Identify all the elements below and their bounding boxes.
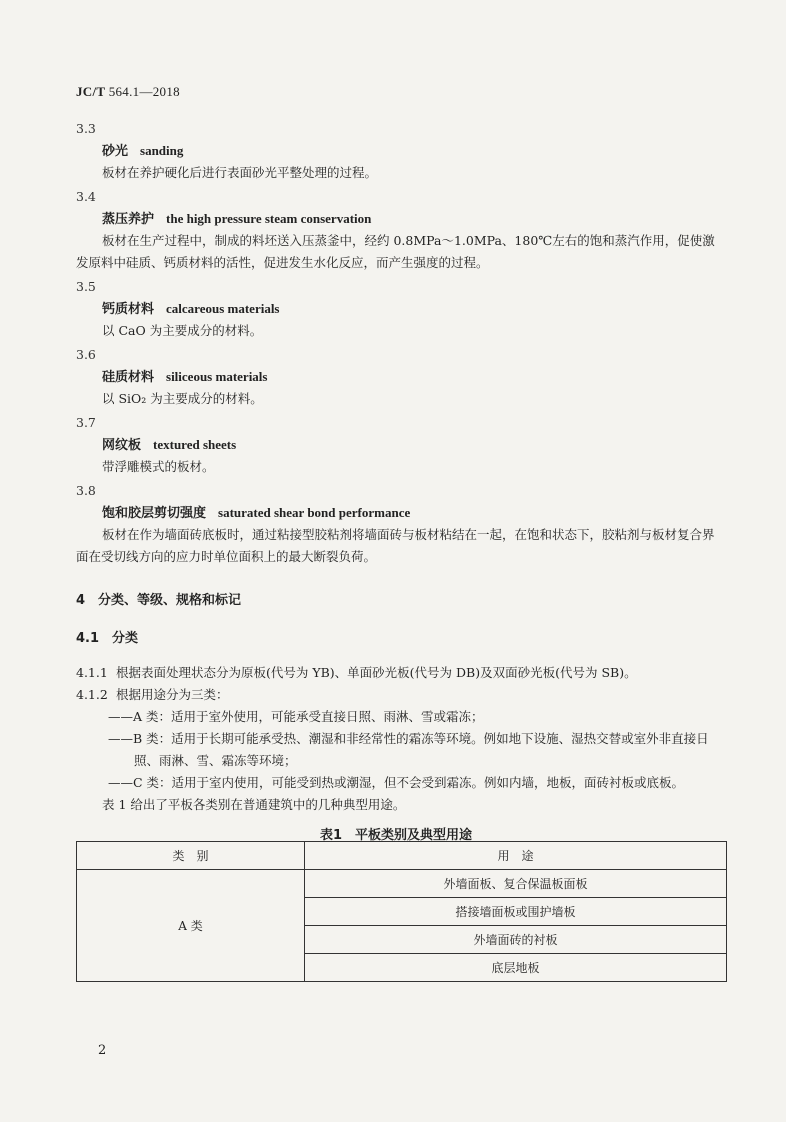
clause-number: 4.1.1 — [76, 665, 108, 680]
page-number: 2 — [98, 1043, 107, 1058]
term-definition: 板材在生产过程中，制成的料坯送入压蒸釜中，经约 0.8MPa～1.0MPa、180℃左右的饱和蒸汽作用，促使激发原料中硅质、钙质材料的活性，促进发生水化反应，而产生强度的过程。 — [76, 233, 715, 270]
term-title — [76, 298, 716, 320]
section-4-heading: 4 分类、等级、规格和标记 — [76, 593, 242, 608]
term-en: textured sheets — [153, 437, 237, 452]
clause-number: 3.3 — [76, 121, 96, 136]
term-3-7 — [76, 412, 716, 478]
header-use: 用 途 — [305, 842, 727, 870]
standard-code-header — [76, 84, 180, 100]
term-3-4 — [76, 186, 716, 274]
clause-number: 3.6 — [76, 347, 96, 362]
term-zh: 硅质材料 — [102, 370, 155, 385]
term-title — [76, 366, 716, 388]
term-en: calcareous materials — [166, 301, 280, 316]
term-en: the high pressure steam conservation — [166, 211, 372, 226]
category-cell: A 类 — [77, 870, 305, 982]
clause-number: 3.5 — [76, 279, 96, 294]
term-title — [76, 434, 716, 456]
clause-text: 根据用途分为三类： — [116, 687, 229, 702]
term-en: siliceous materials — [166, 369, 268, 384]
clause-number: 3.8 — [76, 483, 96, 498]
clause-number: 3.7 — [76, 415, 96, 430]
clause-text: 根据表面处理状态分为原板(代号为 YB)、单面砂光板(代号为 DB)及双面砂光板(代号为 SB)。 — [116, 665, 637, 680]
term-3-3 — [76, 118, 716, 184]
term-3-8 — [76, 480, 716, 568]
term-zh: 砂光 — [102, 144, 129, 159]
header-category: 类 别 — [77, 842, 305, 870]
classification-table — [76, 841, 727, 982]
term-zh: 蒸压养护 — [102, 212, 155, 227]
header-code: JC/T — [76, 84, 106, 99]
term-zh: 饱和胶层剪切强度 — [102, 506, 207, 521]
term-title — [76, 140, 716, 162]
term-en: saturated shear bond performance — [218, 505, 411, 520]
list-item-a: ——A 类：适用于室外使用，可能承受直接日照、雨淋、雪或霜冻； — [108, 709, 484, 724]
term-3-5 — [76, 276, 716, 342]
term-title — [76, 208, 716, 230]
list-item-c: ——C 类：适用于室内使用，可能受到热或潮湿，但不会受到霜冻。例如内墙，地板，面砖衬板或底板。 — [108, 775, 685, 790]
term-definition: 板材在作为墙面砖底板时，通过粘接型胶粘剂将墙面砖与板材粘结在一起，在饱和状态下，胶粘剂与板材复合界面在受切线方向的应力时单位面积上的最大断裂负荷。 — [76, 527, 715, 564]
use-cell: 外墙面板、复合保温板面板 — [305, 870, 727, 898]
term-definition: 以 CaO 为主要成分的材料。 — [102, 323, 263, 338]
clause-4-1-1 — [76, 662, 716, 684]
term-en: sanding — [140, 143, 184, 158]
table-header-row — [77, 842, 727, 870]
section-4-1-heading: 4.1 分类 — [76, 631, 139, 646]
term-zh: 钙质材料 — [102, 302, 155, 317]
clause-4-1-2 — [76, 684, 716, 706]
table-caption: 表1 平板类别及典型用途 — [319, 828, 473, 843]
list-item-b: ——B 类：适用于长期可能承受热、潮湿和非经常性的霜冻等环境。例如地下设施、湿热交替或室外非直接日照、雨淋、雪、霜冻等环境； — [108, 731, 709, 768]
term-definition: 板材在养护硬化后进行表面砂光平整处理的过程。 — [102, 165, 378, 180]
clause-number: 3.4 — [76, 189, 96, 204]
use-cell: 搭接墙面板或围护墙板 — [305, 898, 727, 926]
use-cell: 外墙面砖的衬板 — [305, 926, 727, 954]
main-content — [76, 118, 716, 851]
term-definition: 带浮雕模式的板材。 — [102, 459, 215, 474]
term-title — [76, 502, 716, 524]
term-3-6 — [76, 344, 716, 410]
use-cell: 底层地板 — [305, 954, 727, 982]
clause-number: 4.1.2 — [76, 687, 108, 702]
term-definition: 以 SiO₂ 为主要成分的材料。 — [102, 391, 263, 406]
header-number: 564.1—2018 — [108, 84, 180, 99]
term-zh: 网纹板 — [102, 438, 142, 453]
table-row — [77, 870, 727, 898]
table-intro: 表 1 给出了平板各类别在普通建筑中的几种典型用途。 — [102, 797, 406, 812]
